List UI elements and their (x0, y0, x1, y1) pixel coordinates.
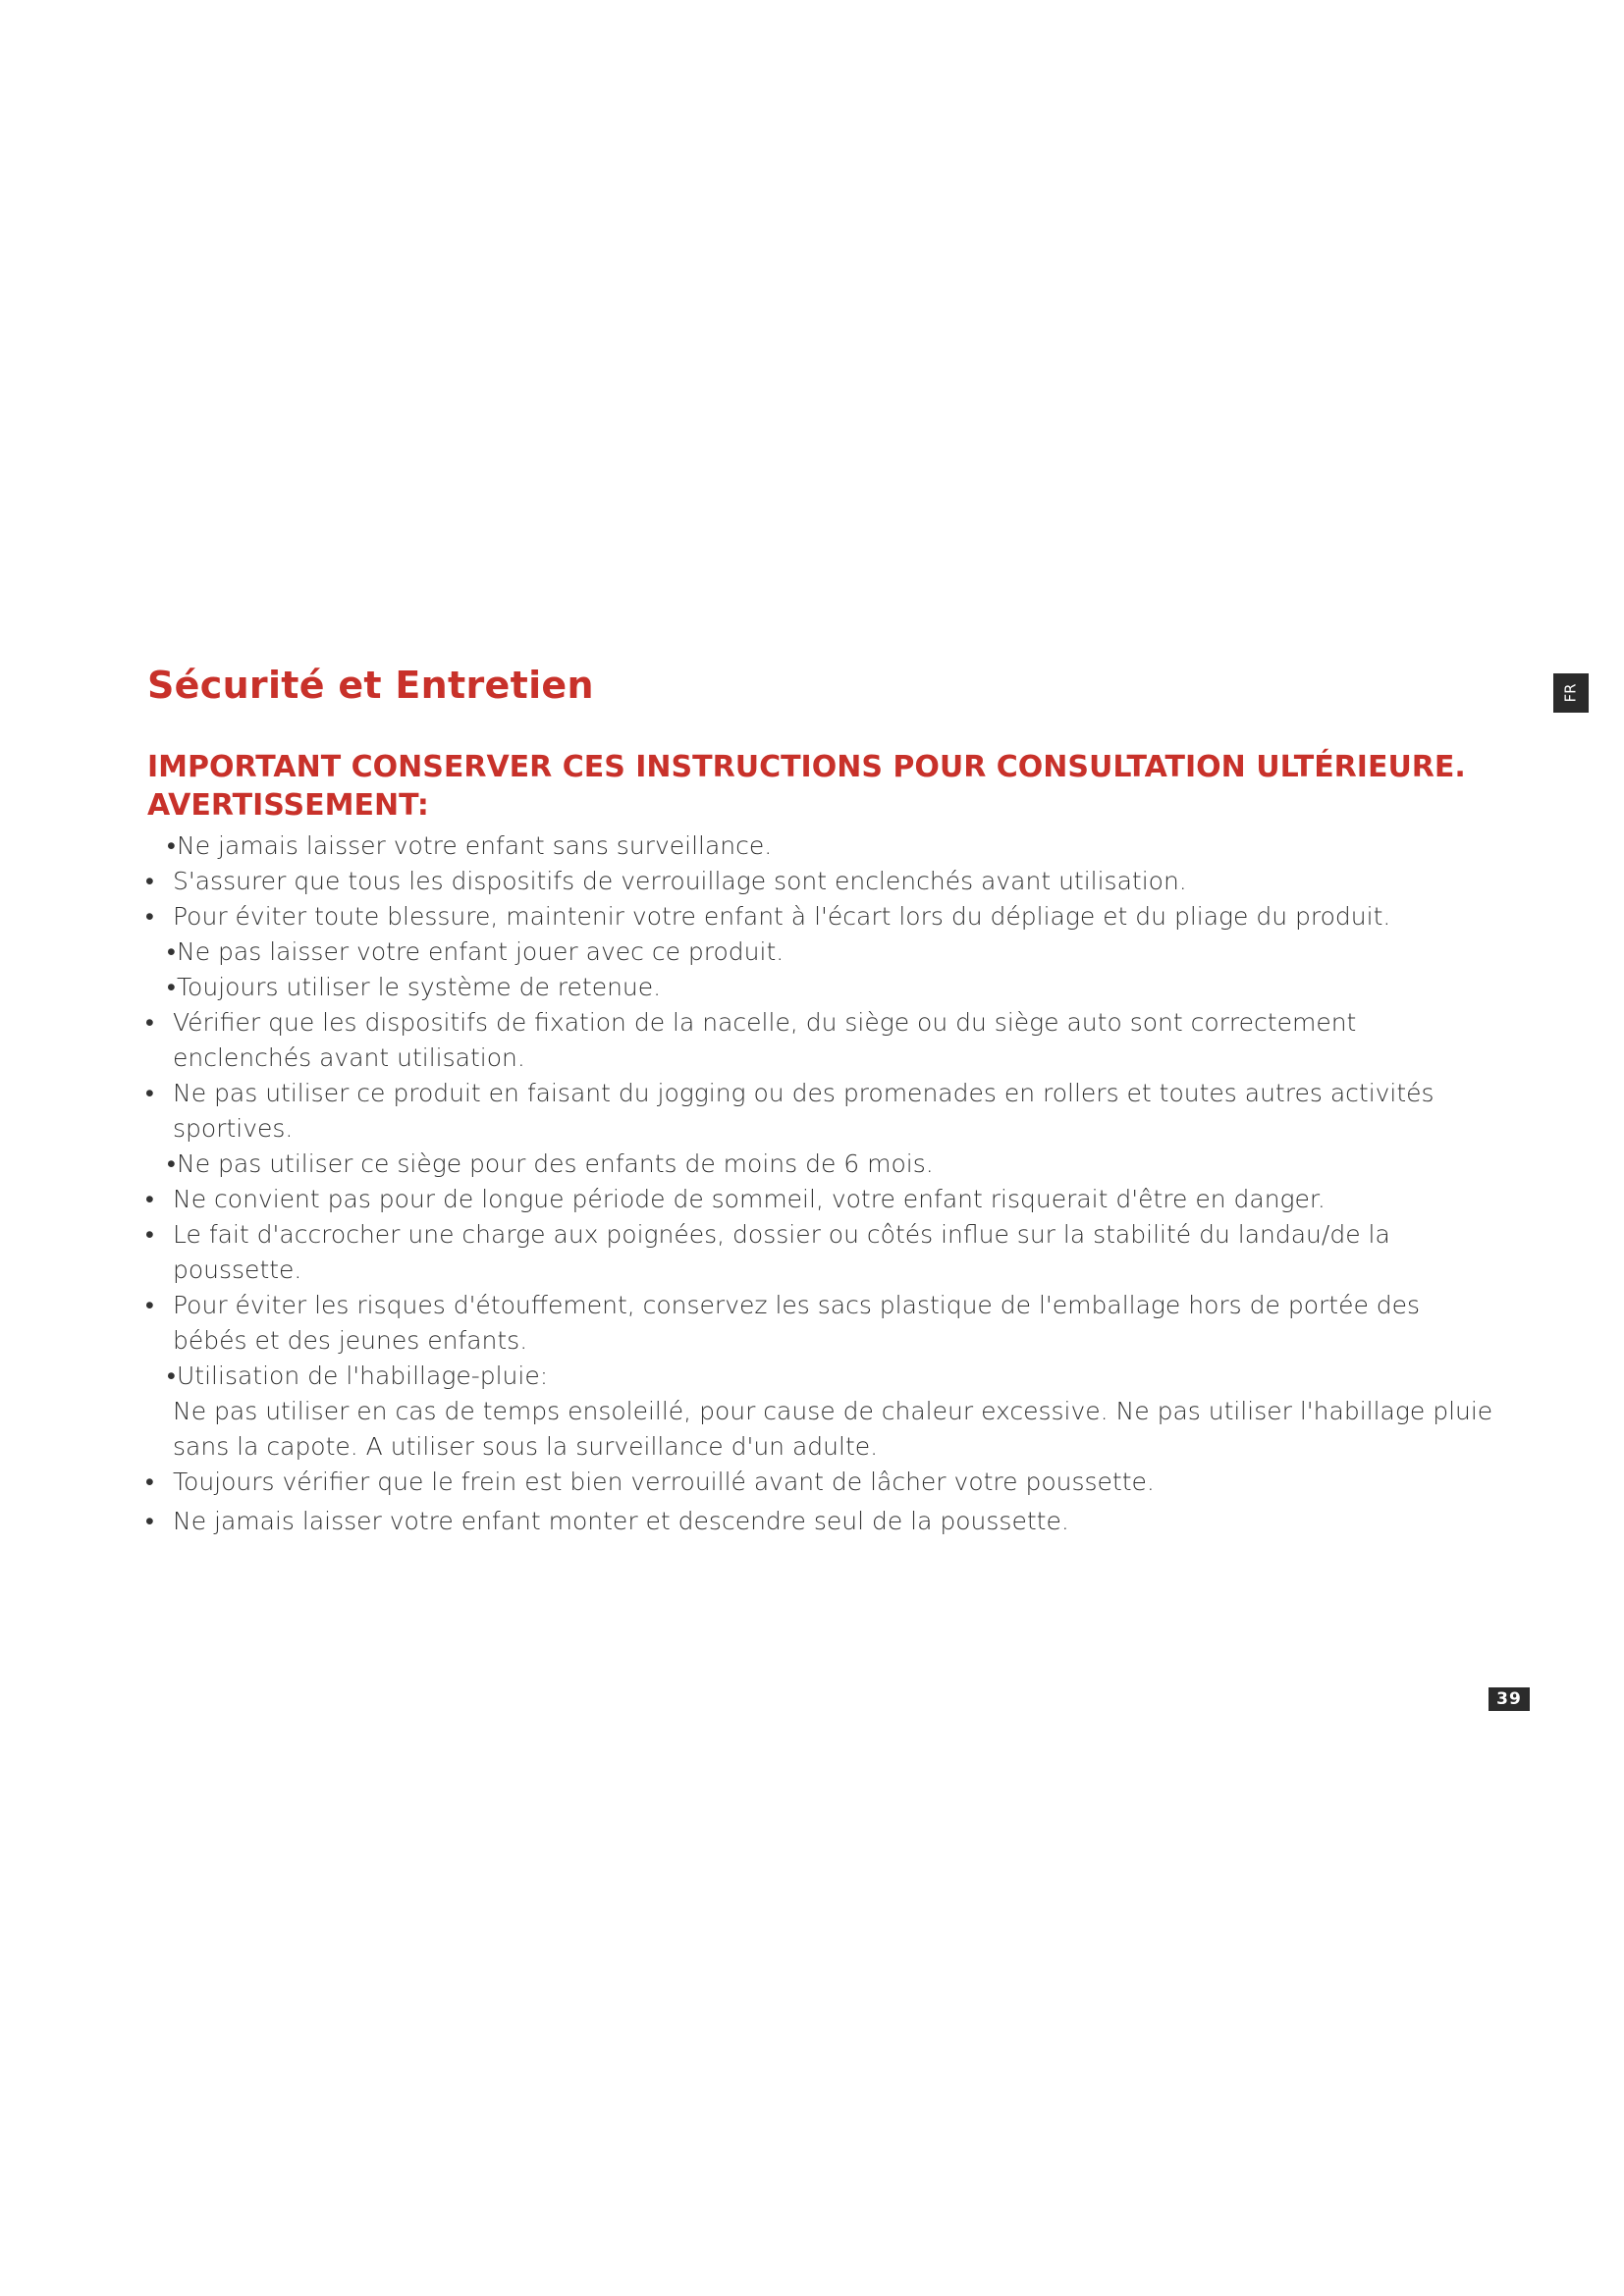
list-item-text: Le fait d'accrocher une charge aux poignées, dossier ou côtés influe sur la stabilité du landau/de la poussette. (173, 1220, 1390, 1284)
list-item-text: Toujours utiliser le système de retenue. (177, 973, 662, 1001)
list-item-text: Ne jamais laisser votre enfant monter et descendre seul de la poussette. (173, 1507, 1069, 1535)
bullet-icon: • (145, 902, 154, 931)
list-item (145, 1504, 1500, 1539)
list-item (145, 1076, 1500, 1147)
warning-list (145, 828, 1500, 1539)
bullet-icon: • (145, 1291, 154, 1319)
bullet-icon: • (145, 1185, 154, 1213)
bullet-icon: • (145, 1008, 154, 1037)
list-item (145, 899, 1500, 934)
bullet-icon: • (167, 1149, 176, 1178)
list-item (145, 1182, 1500, 1217)
bullet-icon: • (167, 1362, 176, 1390)
list-item-text: Ne jamais laisser votre enfant sans surveillance. (177, 831, 773, 860)
page-title: Sécurité et Entretien (147, 664, 594, 707)
list-item (145, 970, 1500, 1005)
list-item-text: Utilisation de l'habillage-pluie: (177, 1362, 549, 1390)
list-item-text: Ne pas utiliser en cas de temps ensoleillé, pour cause de chaleur excessive. Ne pas utiliser l'habillage pluie sans la capote. A utiliser sous la surveillance d'un adulte. (173, 1397, 1493, 1461)
list-item-text: Pour éviter toute blessure, maintenir votre enfant à l'écart lors du dépliage et du pliage du produit. (173, 902, 1391, 931)
list-item-continuation (145, 1394, 1500, 1465)
list-item-text: Ne pas laisser votre enfant jouer avec ce produit. (177, 937, 785, 966)
language-tab-label: FR (1562, 683, 1580, 703)
list-item-text: Toujours vérifier que le frein est bien verrouillé avant de lâcher votre poussette. (173, 1468, 1155, 1496)
bullet-icon: • (167, 937, 176, 966)
list-item (145, 1465, 1500, 1500)
list-item (145, 1005, 1500, 1076)
list-item (145, 864, 1500, 899)
list-item-text: Ne pas utiliser ce siège pour des enfants de moins de 6 mois. (177, 1149, 934, 1178)
bullet-icon: • (145, 1079, 154, 1107)
list-item-text: Vérifier que les dispositifs de fixation de la nacelle, du siège ou du siège auto sont correctement enclenchés avant utilisation. (173, 1008, 1357, 1072)
bullet-icon: • (145, 867, 154, 895)
language-tab (1553, 673, 1589, 713)
list-item (145, 1288, 1500, 1359)
list-item-text: Ne pas utiliser ce produit en faisant du jogging ou des promenades en rollers et toutes autres activités sportives. (173, 1079, 1435, 1143)
list-item (145, 934, 1500, 970)
bullet-icon: • (167, 973, 176, 1001)
important-heading: IMPORTANT CONSERVER CES INSTRUCTIONS POUR CONSULTATION ULTÉRIEURE. (147, 750, 1466, 784)
bullet-icon: • (167, 831, 176, 860)
list-item-text: S'assurer que tous les dispositifs de verrouillage sont enclenchés avant utilisation. (173, 867, 1187, 895)
list-item (145, 828, 1500, 864)
list-item (145, 1359, 1500, 1394)
bullet-icon: • (145, 1220, 154, 1249)
list-item-text: Pour éviter les risques d'étouffement, conservez les sacs plastique de l'emballage hors de portée des bébés et des jeunes enfants. (173, 1291, 1421, 1355)
list-item-text: Ne convient pas pour de longue période de sommeil, votre enfant risquerait d'être en danger. (173, 1185, 1326, 1213)
bullet-icon: • (145, 1507, 154, 1535)
list-item (145, 1147, 1500, 1182)
bullet-icon: • (145, 1468, 154, 1496)
list-item (145, 1217, 1500, 1288)
page-number: 39 (1489, 1687, 1530, 1711)
warning-heading: AVERTISSEMENT: (147, 788, 429, 823)
